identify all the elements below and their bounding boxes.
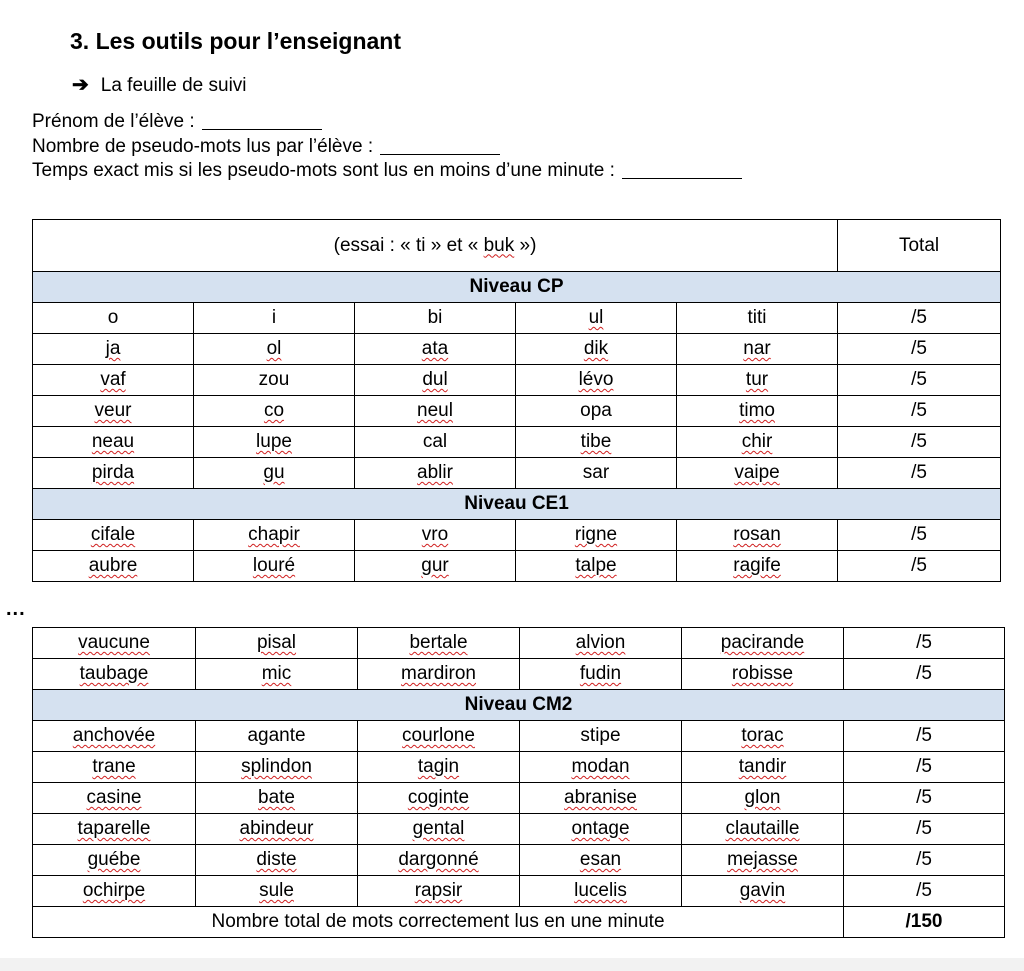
pseudo-word-cell: courlone	[358, 721, 520, 752]
pseudo-word-cell: coginte	[358, 783, 520, 814]
total-header: Total	[838, 220, 1001, 272]
pseudo-word-cell: clautaille	[682, 814, 844, 845]
pseudo-word-cell: mejasse	[682, 845, 844, 876]
row-score-cell: /5	[838, 551, 1001, 582]
row-score-cell: /5	[844, 659, 1005, 690]
grand-total: /150	[844, 907, 1005, 938]
arrow-right-icon: ➔	[72, 74, 89, 96]
pseudo-word-cell: casine	[33, 783, 196, 814]
pseudo-word-cell: abranise	[520, 783, 682, 814]
pseudo-word-cell: taubage	[33, 659, 196, 690]
pseudo-word-cell: guébe	[33, 845, 196, 876]
table-row	[33, 752, 1005, 783]
pseudo-word-cell: ablir	[355, 458, 516, 489]
table-row	[33, 458, 1001, 489]
pseudo-word-cell: splindon	[196, 752, 358, 783]
pseudo-word-cell: chir	[677, 427, 838, 458]
field-label: Nombre de pseudo-mots lus par l’élève :	[32, 136, 379, 157]
field-nombre-mots	[32, 135, 500, 159]
table-row	[33, 334, 1001, 365]
pseudo-word-cell: sar	[516, 458, 677, 489]
pseudo-word-cell: esan	[520, 845, 682, 876]
blank-line[interactable]	[202, 111, 322, 130]
pseudo-word-cell: anchovée	[33, 721, 196, 752]
pseudo-word-cell: lévo	[516, 365, 677, 396]
pseudo-word-cell: ata	[355, 334, 516, 365]
table-top-excerpt	[32, 219, 1000, 576]
pseudo-word-cell: ontage	[520, 814, 682, 845]
table-row	[33, 814, 1005, 845]
pseudo-word-cell: modan	[520, 752, 682, 783]
pseudo-word-cell: agante	[196, 721, 358, 752]
pseudo-word-cell: lucelis	[520, 876, 682, 907]
pseudo-word-cell: lupe	[194, 427, 355, 458]
pseudo-word-cell: taparelle	[33, 814, 196, 845]
table-row	[33, 845, 1005, 876]
table-row	[33, 365, 1001, 396]
pseudo-word-cell: mic	[196, 659, 358, 690]
pseudo-word-cell: veur	[33, 396, 194, 427]
pseudo-word-cell: gavin	[682, 876, 844, 907]
field-prenom	[32, 110, 322, 134]
row-score-cell: /5	[844, 628, 1005, 659]
row-score-cell: /5	[844, 752, 1005, 783]
table-row	[33, 303, 1001, 334]
pseudo-word-cell: vaucune	[33, 628, 196, 659]
pseudo-word-cell: ja	[33, 334, 194, 365]
pseudo-word-cell: timo	[677, 396, 838, 427]
table-row	[33, 783, 1005, 814]
pseudo-word-cell: titi	[677, 303, 838, 334]
subheading	[72, 72, 247, 97]
pseudo-word-cell: dargonné	[358, 845, 520, 876]
pseudo-word-cell: zou	[194, 365, 355, 396]
pseudo-word-cell: ochirpe	[33, 876, 196, 907]
pseudo-word-cell: tagin	[358, 752, 520, 783]
pseudo-word-cell: tur	[677, 365, 838, 396]
pseudo-word-cell: pacirande	[682, 628, 844, 659]
pseudo-word-cell: opa	[516, 396, 677, 427]
pseudo-word-cell: vaipe	[677, 458, 838, 489]
total-row	[33, 907, 1005, 938]
pseudo-word-cell: mardiron	[358, 659, 520, 690]
row-score-cell: /5	[838, 427, 1001, 458]
pseudo-word-cell: vro	[355, 520, 516, 551]
pseudo-word-cell: sule	[196, 876, 358, 907]
page-bottom-band	[0, 958, 1024, 971]
pseudo-word-cell: ragife	[677, 551, 838, 582]
pseudo-word-cell: ul	[516, 303, 677, 334]
pseudo-word-cell: nar	[677, 334, 838, 365]
pseudo-word-cell: i	[194, 303, 355, 334]
total-label: Nombre total de mots correctement lus en une minute	[33, 907, 844, 938]
level-header: Niveau CE1	[33, 489, 1001, 520]
pseudo-word-cell: tibe	[516, 427, 677, 458]
pseudo-word-cell: bi	[355, 303, 516, 334]
pseudo-word-cell: gur	[355, 551, 516, 582]
pseudo-word-cell: rigne	[516, 520, 677, 551]
row-score-cell: /5	[838, 334, 1001, 365]
table-row	[33, 520, 1001, 551]
blank-line[interactable]	[622, 160, 742, 179]
table-row	[33, 876, 1005, 907]
row-score-cell: /5	[838, 458, 1001, 489]
level-header: Niveau CP	[33, 272, 1001, 303]
pseudo-word-cell: co	[194, 396, 355, 427]
pseudo-word-cell: trane	[33, 752, 196, 783]
row-score-cell: /5	[844, 814, 1005, 845]
pseudo-word-cell: talpe	[516, 551, 677, 582]
pseudo-word-cell: chapir	[194, 520, 355, 551]
ellipsis: ...	[6, 598, 26, 620]
row-score-cell: /5	[844, 845, 1005, 876]
trial-header: (essai : « ti » et « buk »)	[33, 220, 838, 272]
pseudo-word-cell: rosan	[677, 520, 838, 551]
row-score-cell: /5	[838, 303, 1001, 334]
pseudo-word-cell: neau	[33, 427, 194, 458]
pseudo-word-cell: tandir	[682, 752, 844, 783]
pseudo-word-cell: o	[33, 303, 194, 334]
pseudo-word-cell: dul	[355, 365, 516, 396]
pseudo-word-cell: fudin	[520, 659, 682, 690]
pseudo-word-cell: bertale	[358, 628, 520, 659]
blank-line[interactable]	[380, 136, 500, 155]
table-row	[33, 659, 1005, 690]
field-label: Temps exact mis si les pseudo-mots sont lus en moins d’une minute :	[32, 160, 621, 181]
pseudo-word-cell: alvion	[520, 628, 682, 659]
pseudo-word-cell: rapsir	[358, 876, 520, 907]
section-heading: 3. Les outils pour l’enseignant	[70, 28, 401, 54]
reading-table-bottom	[32, 627, 1005, 938]
pseudo-word-cell: vaf	[33, 365, 194, 396]
pseudo-word-cell: stipe	[520, 721, 682, 752]
pseudo-word-cell: diste	[196, 845, 358, 876]
row-score-cell: /5	[838, 365, 1001, 396]
row-score-cell: /5	[838, 396, 1001, 427]
pseudo-word-cell: gu	[194, 458, 355, 489]
reading-table-top	[32, 219, 1001, 582]
pseudo-word-cell: gental	[358, 814, 520, 845]
row-score-cell: /5	[844, 721, 1005, 752]
pseudo-word-cell: pisal	[196, 628, 358, 659]
pseudo-word-cell: torac	[682, 721, 844, 752]
pseudo-word-cell: louré	[194, 551, 355, 582]
pseudo-word-cell: aubre	[33, 551, 194, 582]
table-row	[33, 721, 1005, 752]
pseudo-word-cell: ol	[194, 334, 355, 365]
pseudo-word-cell: neul	[355, 396, 516, 427]
pseudo-word-cell: abindeur	[196, 814, 358, 845]
pseudo-word-cell: pirda	[33, 458, 194, 489]
row-score-cell: /5	[844, 783, 1005, 814]
pseudo-word-cell: bate	[196, 783, 358, 814]
subheading-text: La feuille de suivi	[100, 75, 247, 96]
pseudo-word-cell: glon	[682, 783, 844, 814]
row-score-cell: /5	[838, 520, 1001, 551]
field-label: Prénom de l’élève :	[32, 111, 200, 132]
table-row	[33, 427, 1001, 458]
field-temps	[32, 159, 742, 183]
table-row	[33, 551, 1001, 582]
row-score-cell: /5	[844, 876, 1005, 907]
table-bottom-excerpt	[32, 632, 1006, 942]
pseudo-word-cell: cifale	[33, 520, 194, 551]
table-row	[33, 396, 1001, 427]
table-row	[33, 628, 1005, 659]
level-header: Niveau CM2	[33, 690, 1005, 721]
pseudo-word-cell: robisse	[682, 659, 844, 690]
pseudo-word-cell: dik	[516, 334, 677, 365]
pseudo-word-cell: cal	[355, 427, 516, 458]
